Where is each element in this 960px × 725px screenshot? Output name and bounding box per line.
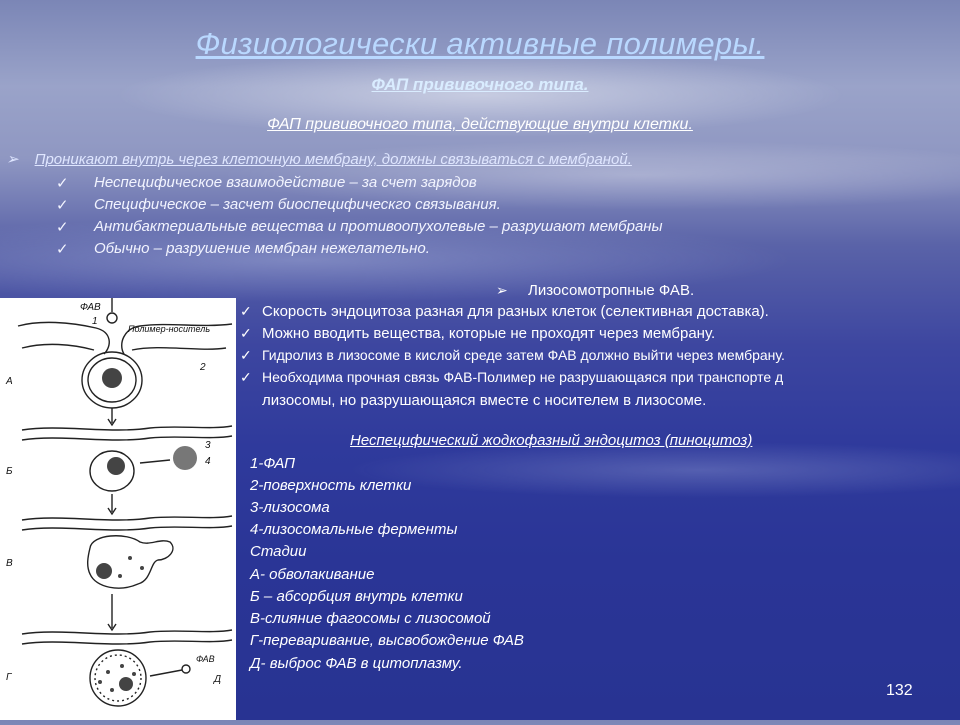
pinocytosis-heading: Неспецифический жодкофазный эндоцитоз (пиноцитоз) <box>350 432 753 449</box>
checkmark-icon: ✓ <box>240 369 252 385</box>
figure-label-fav: ФАВ <box>80 302 101 313</box>
lysosomotropic-heading-text: Лизосомотропные ФАВ. <box>528 282 695 299</box>
legend-item: Г-переваривание, высвобождение ФАВ <box>250 632 524 649</box>
lysosomotropic-heading <box>496 282 694 299</box>
top-lead-item <box>6 150 632 168</box>
top-sub-text: Обычно – разрушение мембран нежелательно. <box>94 240 430 257</box>
figure-label-fav-bottom: ФАВ <box>196 654 215 664</box>
checkmark-icon: ✓ <box>56 175 69 192</box>
checkmark-icon: ✓ <box>240 303 252 319</box>
legend-item: 2-поверхность клетки <box>250 477 412 494</box>
right-list-text: Гидролиз в лизосоме в кислой среде затем ФАВ должно выйти через мембрану. <box>262 347 785 363</box>
legend-item: Б – абсорбция внутрь клетки <box>250 588 463 605</box>
endocytosis-figure <box>0 298 236 720</box>
checkmark-icon: ✓ <box>240 347 252 363</box>
arrow-bullet-icon: ➢ <box>496 282 508 298</box>
slide-number: 132 <box>886 682 913 699</box>
right-list-text: Необходима прочная связь ФАВ-Полимер не разрушающаяся при транспорте д <box>262 369 784 385</box>
top-sub-text: Специфическое – засчет биоспецифическго связывания. <box>94 196 501 213</box>
top-sub-text: Неспецифическое взаимодействие – за счет зарядов <box>94 174 477 191</box>
right-list-item <box>240 369 783 386</box>
right-list-item <box>240 325 715 342</box>
right-list-text: Скорость эндоцитоза разная для разных клеток (селективная доставка). <box>262 303 769 320</box>
figure-label-1: 1 <box>92 316 98 327</box>
checkmark-icon: ✓ <box>56 241 69 258</box>
right-list-text: Можно вводить вещества, которые не проходят через мембрану. <box>262 325 716 342</box>
figure-label-polymer: Полимер-носитель <box>128 324 211 334</box>
legend-item: Д- выброс ФАВ в цитоплазму. <box>250 655 463 672</box>
legend-item: 1-ФАП <box>250 455 295 472</box>
figure-label-3: 3 <box>205 440 211 451</box>
right-list-item <box>240 303 769 320</box>
stage-label-g: Г <box>6 672 12 683</box>
legend-item: А- обволакивание <box>250 566 375 583</box>
checkmark-icon: ✓ <box>56 219 69 236</box>
stage-label-d: Д <box>214 674 222 685</box>
stage-label-v: В <box>6 558 13 569</box>
stage-label-a: А <box>6 376 13 387</box>
slide-title: Физиологически активные полимеры. <box>195 26 765 61</box>
stage-label-b: Б <box>6 466 13 477</box>
checkmark-icon: ✓ <box>56 197 69 214</box>
arrow-bullet-icon: ➢ <box>6 151 19 168</box>
endocytosis-diagram <box>0 298 236 720</box>
top-sub-text: Антибактериальные вещества и противоопухолевые – разрушают мембраны <box>94 218 663 235</box>
section-heading: ФАП прививочного типа, действующие внутри клетки. <box>267 116 693 133</box>
figure-label-2: 2 <box>200 362 206 373</box>
top-lead-text: Проникают внутрь через клеточную мембрану, должны связываться с мембраной. <box>34 151 632 168</box>
legend-item: Стадии <box>250 543 307 560</box>
legend-item: В-слияние фагосомы с лизосомой <box>250 610 491 627</box>
right-list-continuation: лизосомы, но разрушающаяся вместе с носителем в лизосоме. <box>262 392 707 409</box>
checkmark-icon: ✓ <box>240 325 252 341</box>
slide-subtitle: ФАП прививочного типа. <box>371 75 589 94</box>
legend-item: 3-лизосома <box>250 499 330 516</box>
figure-label-4: 4 <box>205 456 211 467</box>
right-list-item <box>240 347 785 364</box>
legend-item: 4-лизосомальные ферменты <box>250 521 458 538</box>
